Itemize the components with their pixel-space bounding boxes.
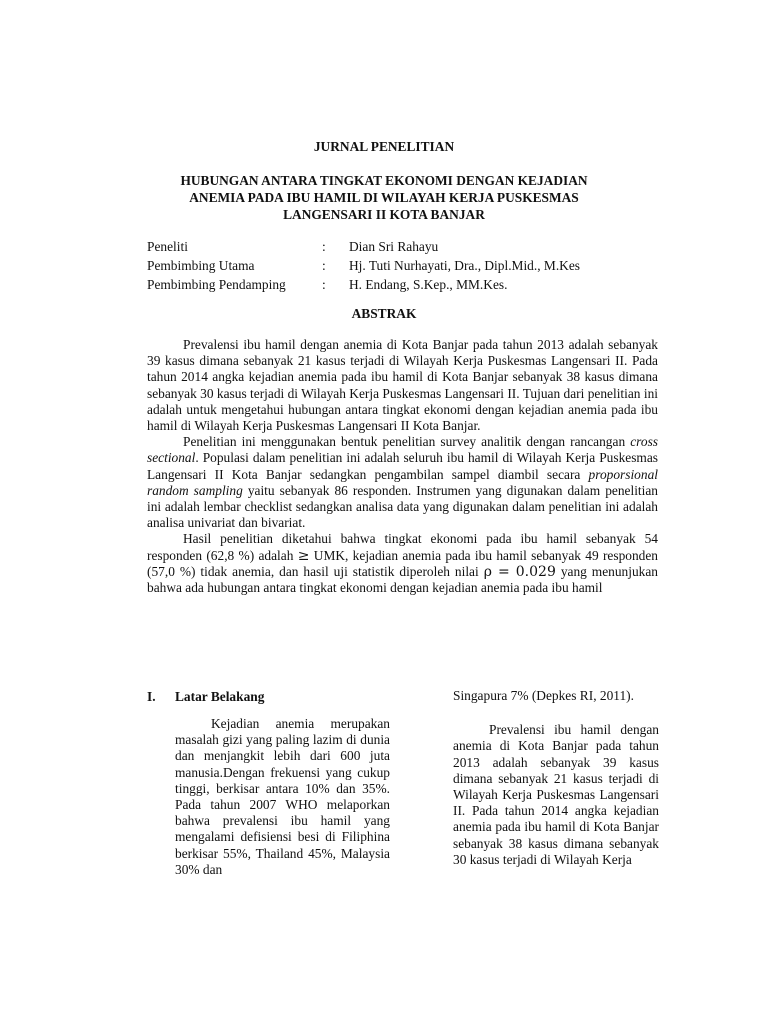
meta-value: H. Endang, S.Kep., MM.Kes.	[349, 277, 508, 292]
math-symbol: ≥	[297, 547, 310, 564]
co-supervisor-row	[147, 277, 667, 296]
text-run: Hasil penelitian diketahui bahwa tingkat ekonomi pada ibu hamil sebanyak 54 responden (62,8 %) adalah	[147, 531, 658, 563]
body-paragraph: Kejadian anemia merupakan masalah gizi yang paling lazim di dunia dan menjangkit lebih dari 600 juta manusia.Dengan frekuensi yang cukup tinggi, berkisar antara 10% dan 35%. Pada tahun 2007 WHO melaporkan bahwa prevalensi ibu hamil yang mengalami defisiensi besi di Filiphina berkisar 55%, Thailand 45%, Malaysia 30% dan	[175, 716, 390, 877]
text-run: UMK, kejadian anemia pada ibu hamil sebanyak 49 responden (57,0 %) tidak anemia, dan hasil uji statistik diperoleh nilai	[147, 547, 659, 579]
body-paragraph: Singapura 7% (Depkes RI, 2011).	[453, 688, 634, 703]
math-symbol: ρ = 0.029	[483, 563, 556, 580]
meta-colon: :	[322, 239, 326, 254]
emphasis-text: proporsional random sampling	[147, 466, 658, 498]
meta-colon: :	[322, 277, 326, 292]
paper-title-line: ANEMIA PADA IBU HAMIL DI WILAYAH KERJA PUSKESMAS	[189, 190, 579, 205]
left-column	[175, 716, 390, 878]
section-heading	[147, 689, 264, 705]
paper-title-line: HUBUNGAN ANTARA TINGKAT EKONOMI DENGAN KEJADIAN	[180, 173, 588, 188]
text-run: Penelitian ini menggunakan bentuk penelitian survey analitik dengan rancangan	[183, 434, 631, 450]
abstract-paragraph	[147, 531, 658, 596]
text-run: . Populasi dalam penelitian ini adalah seluruh ibu hamil di Wilayah Kerja Puskesmas Langensari II Kota Banjar sedangkan pengambilan sampel diambil secara	[147, 450, 658, 482]
abstract-heading: ABSTRAK	[351, 306, 417, 321]
meta-label: Pembimbing Utama	[147, 258, 255, 273]
right-column	[453, 688, 659, 868]
author-info	[147, 239, 667, 296]
meta-label: Pembimbing Pendamping	[147, 277, 286, 292]
text-run: yang menunjukan bahwa ada hubungan antara tingkat ekonomi dengan kejadian anemia pada ibu hamil	[147, 563, 659, 596]
abstract-body	[147, 337, 658, 596]
author-row	[147, 239, 667, 258]
meta-value: Hj. Tuti Nurhayati, Dra., Dipl.Mid., M.Kes	[349, 258, 580, 273]
section-number: I.	[147, 689, 156, 704]
paper-title	[0, 172, 768, 223]
meta-colon: :	[322, 258, 326, 273]
body-paragraph: Prevalensi ibu hamil dengan anemia di Kota Banjar pada tahun 2013 adalah sebanyak 39 kasus dimana sebanyak 21 kasus terjadi di Wilayah Kerja Puskesmas Langensari II. Pada tahun 2014 angka kejadian anemia pada ibu hamil di Kota Banjar sebanyak 38 kasus dimana sebanyak 30 kasus terjadi di Wilayah Kerja	[453, 722, 659, 867]
meta-value: Dian Sri Rahayu	[349, 239, 439, 254]
paper-title-line: LANGENSARI II KOTA BANJAR	[283, 207, 485, 222]
meta-label: Peneliti	[147, 239, 188, 254]
abstract-paragraph	[147, 434, 658, 531]
abstract-paragraph: Prevalensi ibu hamil dengan anemia di Kota Banjar pada tahun 2013 adalah sebanyak 39 kasus dimana sebanyak 21 kasus terjadi di Wilayah Kerja Puskesmas Langensari II. Pada tahun 2014 angka kejadian anemia pada ibu hamil di Kota Banjar sebanyak 38 kasus dimana sebanyak 30 kasus terjadi di Wilayah Kerja Puskesmas Langensari II. Tujuan dari penelitian ini adalah untuk mengetahui hubungan antara tingkat ekonomi dengan kejadian anemia pada ibu hamil di Wilayah Kerja Puskesmas Langensari II Kota Banjar.	[147, 337, 658, 434]
supervisor-row	[147, 258, 667, 277]
journal-heading: JURNAL PENELITIAN	[313, 139, 455, 154]
emphasis-text: cross sectional	[147, 434, 658, 466]
text-run: yaitu sebanyak 86 responden. Instrumen yang digunakan dalam penelitian ini adalah lembar checklist sedangkan analisa data yang digunakan dalam penelitian ini adalah analisa univariat dan bivariat.	[147, 482, 658, 531]
section-title: Latar Belakang	[175, 689, 265, 704]
